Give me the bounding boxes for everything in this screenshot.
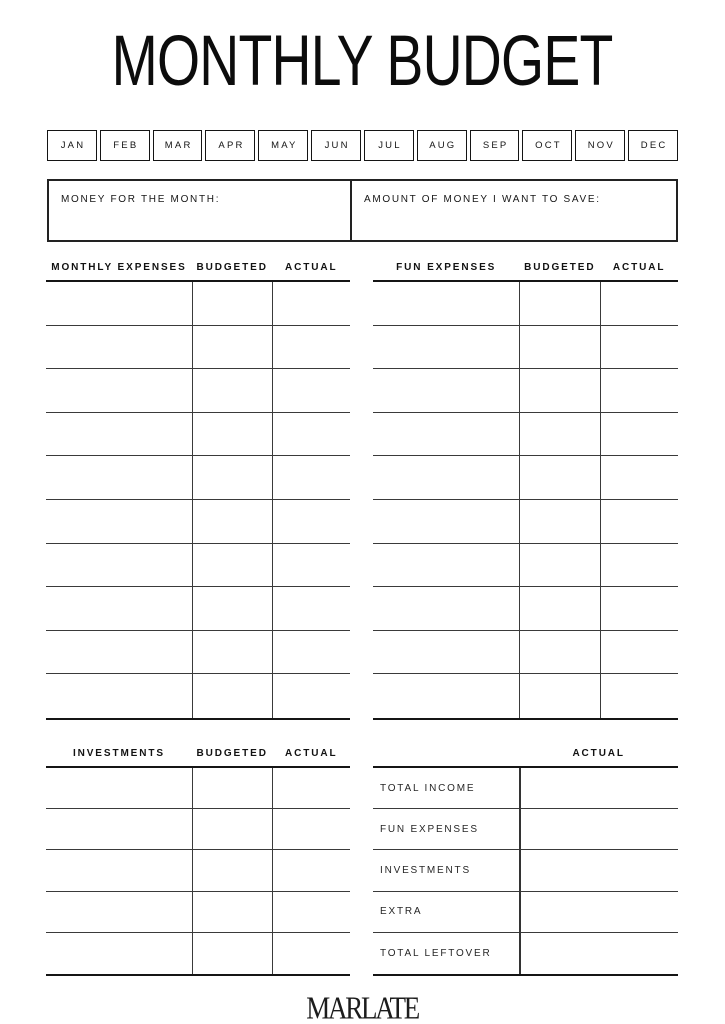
investments-table [46, 766, 350, 976]
monthly-expenses-section [46, 256, 350, 720]
column-header-fun-expenses: FUN EXPENSES [396, 262, 497, 273]
summary-section [373, 742, 678, 976]
summary-value-cell[interactable] [519, 809, 678, 850]
table-cell[interactable] [192, 326, 273, 370]
fun-expenses-table [373, 280, 678, 720]
summary-row-label: EXTRA [373, 892, 519, 933]
month-label: MAR [164, 140, 193, 151]
summary-value-cell[interactable] [519, 933, 678, 974]
summary-row-label: FUN EXPENSES [373, 809, 519, 850]
column-header-monthly-expenses: MONTHLY EXPENSES [51, 262, 187, 273]
month-cell[interactable] [575, 130, 625, 161]
fun-expenses-section [373, 256, 678, 720]
month-label: NOV [587, 140, 615, 151]
table-cell[interactable] [46, 933, 192, 974]
month-label: MAY [271, 140, 298, 151]
month-label: DEC [640, 140, 668, 151]
column-header-actual: ACTUAL [612, 262, 666, 273]
table-cell[interactable] [272, 768, 350, 809]
table-cell[interactable] [192, 369, 273, 413]
investments-section [46, 742, 350, 976]
table-cell[interactable] [46, 326, 192, 370]
table-cell[interactable] [519, 587, 600, 631]
summary-value-cell[interactable] [519, 768, 678, 809]
money-to-save-box[interactable] [350, 181, 676, 240]
summary-header [373, 742, 678, 759]
table-cell[interactable] [192, 674, 273, 718]
table-cell[interactable] [519, 326, 600, 370]
table-cell[interactable] [46, 674, 192, 718]
money-boxes [47, 179, 678, 242]
table-cell[interactable] [373, 413, 519, 457]
table-cell[interactable] [272, 892, 350, 933]
table-cell[interactable] [373, 674, 519, 718]
month-cell[interactable] [364, 130, 414, 161]
table-cell[interactable] [600, 456, 678, 500]
table-cell[interactable] [46, 850, 192, 891]
table-cell[interactable] [272, 413, 350, 457]
money-to-save-label: AMOUNT OF MONEY I WANT TO SAVE: [363, 194, 601, 205]
brand-logo: MARLATE [306, 991, 419, 1024]
table-cell[interactable] [519, 456, 600, 500]
month-cell[interactable] [153, 130, 203, 161]
month-cell[interactable] [470, 130, 520, 161]
table-cell[interactable] [519, 674, 600, 718]
month-label: JUL [378, 140, 402, 151]
table-cell[interactable] [373, 500, 519, 544]
month-label: FEB [113, 140, 139, 151]
table-cell[interactable] [192, 413, 273, 457]
column-header-budgeted: BUDGETED [196, 748, 268, 759]
table-cell[interactable] [373, 544, 519, 588]
month-label: JUN [324, 140, 350, 151]
table-cell[interactable] [46, 500, 192, 544]
table-cell[interactable] [600, 544, 678, 588]
column-header-actual: ACTUAL [284, 262, 338, 273]
table-cell[interactable] [519, 369, 600, 413]
table-cell[interactable] [192, 809, 273, 850]
table-cell[interactable] [373, 282, 519, 326]
month-cell[interactable] [100, 130, 150, 161]
table-cell[interactable] [272, 674, 350, 718]
table-cell[interactable] [192, 768, 273, 809]
table-cell[interactable] [192, 587, 273, 631]
table-cell[interactable] [600, 587, 678, 631]
summary-row-label: TOTAL LEFTOVER [380, 947, 492, 959]
table-cell[interactable] [373, 631, 519, 675]
summary-row-label: INVESTMENTS [373, 850, 519, 891]
fun-expenses-header [373, 256, 678, 273]
month-label: SEP [482, 140, 509, 151]
page-header [0, 22, 725, 101]
column-header-actual: ACTUAL [284, 748, 338, 759]
table-cell[interactable] [272, 500, 350, 544]
table-cell[interactable] [272, 326, 350, 370]
monthly-expenses-table [46, 280, 350, 720]
money-for-month-label: MONEY FOR THE MONTH: [61, 194, 221, 205]
summary-value-cell[interactable] [519, 892, 678, 933]
table-cell[interactable] [600, 282, 678, 326]
table-cell[interactable] [272, 631, 350, 675]
table-cell[interactable] [600, 326, 678, 370]
money-for-month-box[interactable] [49, 181, 350, 240]
table-cell[interactable] [46, 587, 192, 631]
footer [0, 992, 725, 1024]
table-cell[interactable] [46, 892, 192, 933]
month-cell[interactable] [311, 130, 361, 161]
table-cell[interactable] [192, 631, 273, 675]
month-label: OCT [535, 140, 562, 151]
table-cell[interactable] [519, 631, 600, 675]
month-cell[interactable] [205, 130, 255, 161]
table-cell[interactable] [46, 544, 192, 588]
month-label: AUG [429, 140, 457, 151]
table-cell[interactable] [272, 456, 350, 500]
table-cell[interactable] [600, 500, 678, 544]
table-cell[interactable] [272, 544, 350, 588]
month-cell[interactable] [522, 130, 572, 161]
table-cell[interactable] [192, 500, 273, 544]
table-cell[interactable] [272, 933, 350, 974]
table-cell[interactable] [519, 544, 600, 588]
table-cell[interactable] [600, 413, 678, 457]
table-cell[interactable] [600, 674, 678, 718]
table-cell[interactable] [600, 631, 678, 675]
month-cell[interactable] [47, 130, 97, 161]
table-cell[interactable] [192, 850, 273, 891]
month-label: APR [218, 140, 245, 151]
table-cell[interactable] [519, 413, 600, 457]
table-cell[interactable] [192, 544, 273, 588]
table-cell[interactable] [373, 456, 519, 500]
page-title: MONTHLY BUDGET [112, 22, 613, 101]
summary-table [373, 766, 678, 976]
column-header-investments: INVESTMENTS [72, 748, 165, 759]
monthly-expenses-header [46, 256, 350, 273]
month-cell[interactable] [258, 130, 308, 161]
table-cell[interactable] [373, 369, 519, 413]
table-cell[interactable] [272, 369, 350, 413]
month-label: JAN [60, 140, 86, 151]
table-cell[interactable] [46, 456, 192, 500]
column-header-budgeted: BUDGETED [524, 262, 596, 273]
month-cell[interactable] [628, 130, 678, 161]
column-header-actual: ACTUAL [572, 748, 625, 759]
table-cell[interactable] [46, 768, 192, 809]
table-cell[interactable] [192, 456, 273, 500]
table-cell[interactable] [46, 413, 192, 457]
table-cell[interactable] [272, 282, 350, 326]
table-cell[interactable] [373, 587, 519, 631]
table-cell[interactable] [46, 809, 192, 850]
table-cell[interactable] [373, 326, 519, 370]
table-cell[interactable] [600, 369, 678, 413]
table-cell[interactable] [192, 282, 273, 326]
table-cell[interactable] [519, 500, 600, 544]
table-cell[interactable] [192, 933, 273, 974]
month-selector-row [47, 130, 678, 161]
table-cell[interactable] [46, 369, 192, 413]
table-cell[interactable] [272, 587, 350, 631]
table-cell[interactable] [272, 809, 350, 850]
table-cell[interactable] [46, 282, 192, 326]
table-cell[interactable] [272, 850, 350, 891]
table-cell[interactable] [519, 282, 600, 326]
table-cell[interactable] [46, 631, 192, 675]
month-cell[interactable] [417, 130, 467, 161]
column-header-budgeted: BUDGETED [196, 262, 268, 273]
summary-value-cell[interactable] [519, 850, 678, 891]
table-cell[interactable] [192, 892, 273, 933]
investments-header [46, 742, 350, 759]
summary-row-label: TOTAL INCOME [373, 768, 519, 809]
